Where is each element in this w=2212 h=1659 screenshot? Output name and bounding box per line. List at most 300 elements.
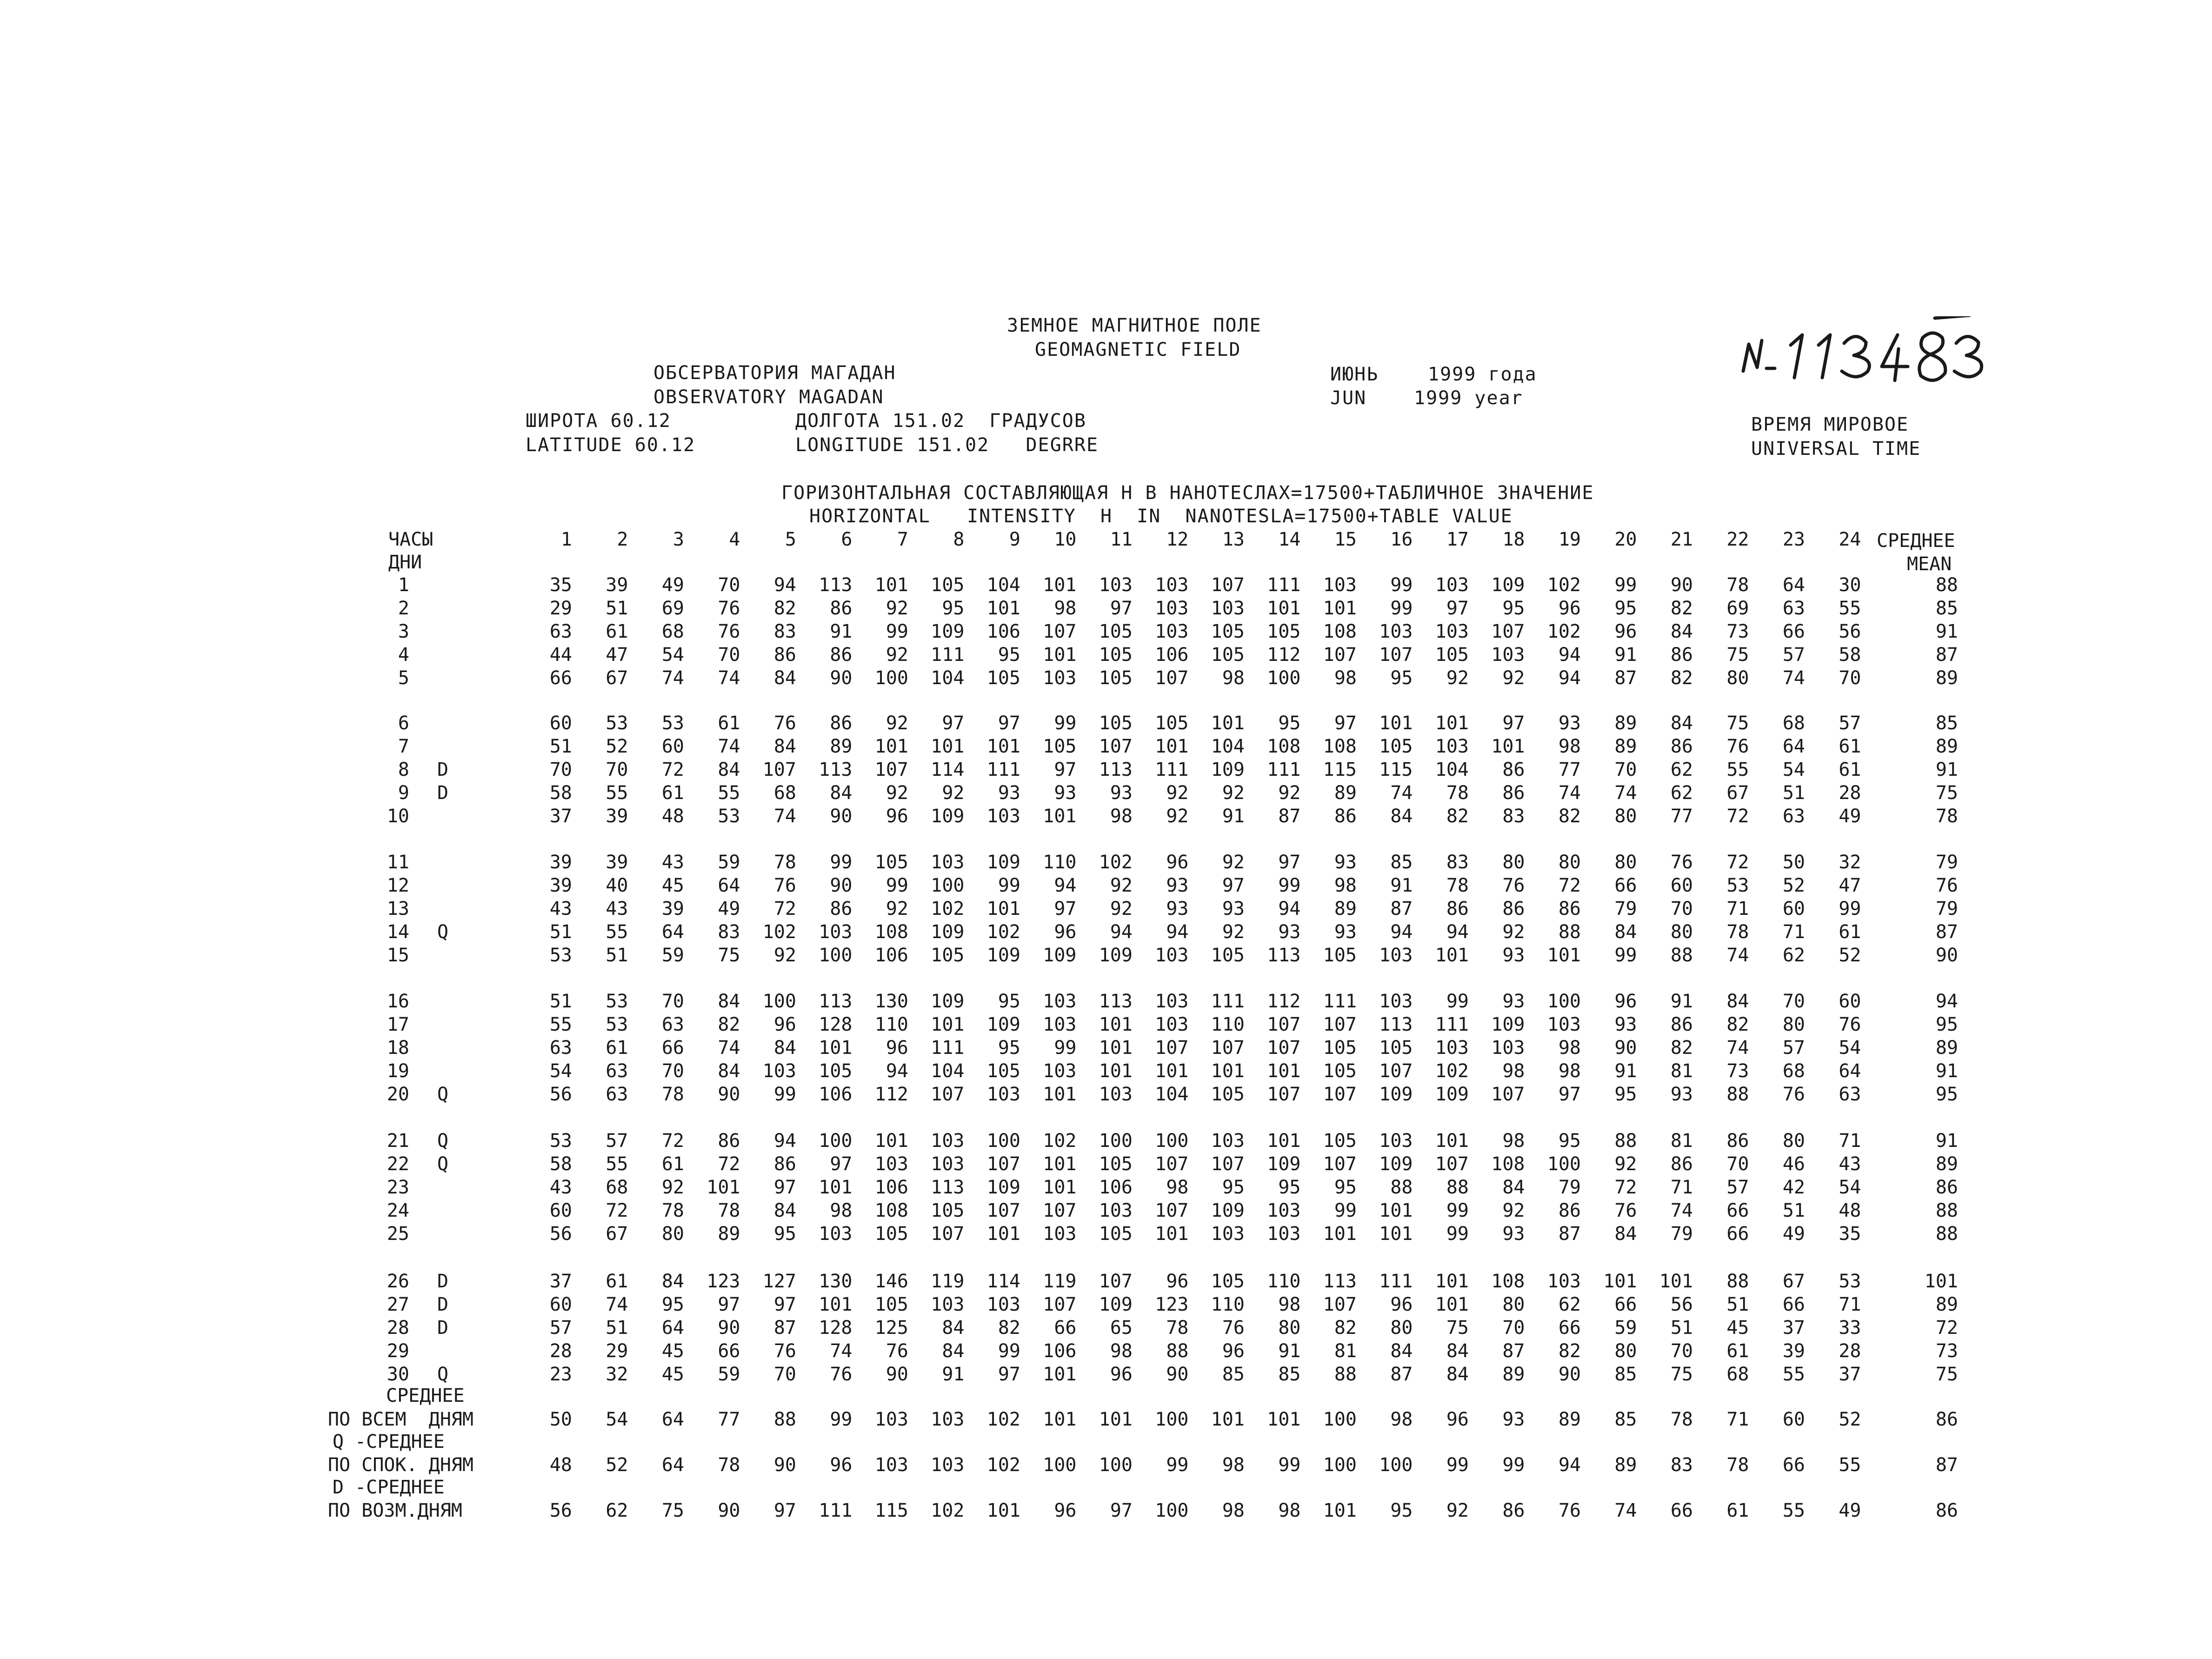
hour-value-cell: 100 <box>1267 667 1301 689</box>
hour-value-cell: 103 <box>1379 1130 1413 1152</box>
hour-value-cell: 105 <box>1043 736 1077 757</box>
hour-value-cell: 92 <box>1502 921 1525 943</box>
hour-value-cell: 109 <box>1491 574 1525 596</box>
hour-value-cell: 78 <box>661 1084 684 1105</box>
hour-value-cell: 106 <box>1099 1177 1133 1198</box>
hour-value-cell: 94 <box>773 574 796 596</box>
hour-value-cell: 60 <box>661 736 684 757</box>
hour-value-cell: 59 <box>718 1364 740 1385</box>
hour-value-cell: 100 <box>986 1130 1020 1152</box>
hour-value-cell: 97 <box>1502 713 1525 734</box>
hour-value-cell: 90 <box>718 1317 740 1339</box>
day-flag-Q: Q <box>437 1364 449 1385</box>
hour-value-cell: 88 <box>1614 1130 1637 1152</box>
summary-value-cell: 96 <box>830 1454 853 1476</box>
hour-value-cell: 90 <box>1166 1364 1189 1385</box>
hour-value-cell: 72 <box>1558 875 1581 896</box>
hour-value-cell: 84 <box>718 759 740 780</box>
hour-value-cell: 53 <box>549 1130 572 1152</box>
hour-value-cell: 76 <box>718 598 740 619</box>
hour-value-cell: 28 <box>549 1340 572 1362</box>
summary-value-cell: 52 <box>1839 1409 1861 1430</box>
hour-value-cell: 101 <box>1435 1271 1469 1292</box>
hour-value-cell: 28 <box>1839 782 1861 804</box>
day-mean-cell: 89 <box>1935 736 1958 757</box>
hour-value-cell: 97 <box>1446 598 1469 619</box>
hour-value-cell: 103 <box>1435 736 1469 757</box>
hour-value-cell: 60 <box>549 1200 572 1221</box>
hour-value-cell: 51 <box>549 736 572 757</box>
hour-value-cell: 76 <box>1839 1014 1861 1035</box>
hour-value-cell: 103 <box>819 1223 853 1245</box>
hour-value-cell: 98 <box>1222 667 1245 689</box>
day-label: 11 <box>386 852 409 873</box>
day-label: 6 <box>398 713 409 734</box>
hour-value-cell: 55 <box>549 1014 572 1035</box>
hour-value-cell: 98 <box>1110 1340 1133 1362</box>
hour-value-cell: 93 <box>1278 921 1301 943</box>
hour-value-cell: 101 <box>874 736 908 757</box>
hour-value-cell: 96 <box>886 1037 908 1059</box>
hour-value-cell: 80 <box>1782 1130 1805 1152</box>
hour-value-cell: 72 <box>606 1200 628 1221</box>
hour-value-cell: 55 <box>1839 598 1861 619</box>
summary-value-cell: 100 <box>1323 1409 1357 1430</box>
hour-value-cell: 110 <box>1043 852 1077 873</box>
hour-value-cell: 95 <box>998 1037 1020 1059</box>
summary-mean-cell: 86 <box>1935 1500 1958 1521</box>
hour-value-cell: 101 <box>1379 1200 1413 1221</box>
hour-value-cell: 76 <box>1222 1317 1245 1339</box>
hour-value-cell: 74 <box>773 806 796 827</box>
summary-value-cell: 102 <box>931 1500 965 1521</box>
observatory-ru: ОБСЕРВАТОРИЯ МАГАДАН <box>653 362 896 384</box>
hour-value-cell: 63 <box>606 1084 628 1105</box>
hour-value-cell: 84 <box>1390 1340 1413 1362</box>
hour-value-cell: 93 <box>1334 852 1357 873</box>
hour-value-cell: 68 <box>1782 713 1805 734</box>
hour-value-cell: 99 <box>998 1340 1020 1362</box>
hour-value-cell: 90 <box>830 875 853 896</box>
day-label: 14 <box>386 921 409 943</box>
hour-value-cell: 78 <box>1166 1317 1189 1339</box>
hour-value-cell: 103 <box>1547 1014 1581 1035</box>
hour-value-cell: 107 <box>1267 1014 1301 1035</box>
hour-value-cell: 92 <box>1222 782 1245 804</box>
hour-value-cell: 92 <box>1110 875 1133 896</box>
time-ru: ВРЕМЯ МИРОВОЕ <box>1751 414 1909 435</box>
hour-value-cell: 96 <box>1166 1271 1189 1292</box>
hour-value-cell: 54 <box>1839 1177 1861 1198</box>
hour-value-cell: 84 <box>1446 1340 1469 1362</box>
hour-value-cell: 130 <box>874 991 908 1012</box>
hour-value-cell: 98 <box>1334 875 1357 896</box>
hour-value-cell: 51 <box>549 991 572 1012</box>
hour-value-cell: 107 <box>986 1153 1020 1175</box>
hour-col-9: 9 <box>1009 529 1020 550</box>
hour-value-cell: 82 <box>1446 806 1469 827</box>
hour-value-cell: 53 <box>661 713 684 734</box>
hour-value-cell: 101 <box>1043 644 1077 666</box>
hour-col-1: 1 <box>560 529 572 550</box>
summary-value-cell: 101 <box>1211 1409 1245 1430</box>
hour-value-cell: 97 <box>773 1294 796 1315</box>
hour-value-cell: 82 <box>1670 667 1693 689</box>
hour-value-cell: 104 <box>1155 1084 1189 1105</box>
hour-value-cell: 35 <box>549 574 572 596</box>
hour-value-cell: 45 <box>661 1364 684 1385</box>
hour-value-cell: 110 <box>874 1014 908 1035</box>
hour-value-cell: 84 <box>773 1037 796 1059</box>
hour-value-cell: 70 <box>1726 1153 1749 1175</box>
summary-value-cell: 52 <box>606 1454 628 1476</box>
hour-value-cell: 104 <box>931 1060 965 1082</box>
hour-value-cell: 107 <box>1379 644 1413 666</box>
hour-value-cell: 101 <box>1043 1153 1077 1175</box>
mean-label-ru: СРЕДНЕЕ <box>1877 530 1955 552</box>
hour-value-cell: 123 <box>706 1271 740 1292</box>
hour-value-cell: 93 <box>1670 1084 1693 1105</box>
hour-value-cell: 70 <box>1670 898 1693 919</box>
day-label: 3 <box>398 621 409 642</box>
summary-value-cell: 85 <box>1614 1409 1637 1430</box>
hour-value-cell: 103 <box>1155 945 1189 966</box>
hour-value-cell: 95 <box>773 1223 796 1245</box>
summary-mean-cell: 86 <box>1935 1409 1958 1430</box>
hour-value-cell: 113 <box>1323 1271 1357 1292</box>
hour-value-cell: 101 <box>1435 1130 1469 1152</box>
hour-value-cell: 112 <box>1267 644 1301 666</box>
day-mean-cell: 75 <box>1935 782 1958 804</box>
hour-value-cell: 146 <box>874 1271 908 1292</box>
hour-value-cell: 51 <box>1782 1200 1805 1221</box>
hour-value-cell: 84 <box>661 1271 684 1292</box>
hour-value-cell: 66 <box>1614 1294 1637 1315</box>
summary-value-cell: 55 <box>1782 1500 1805 1521</box>
hour-value-cell: 109 <box>1099 1294 1133 1315</box>
hour-value-cell: 68 <box>606 1177 628 1198</box>
hour-value-cell: 105 <box>1099 667 1133 689</box>
day-label: 13 <box>386 898 409 919</box>
hour-value-cell: 86 <box>830 598 853 619</box>
day-label: 17 <box>386 1014 409 1035</box>
hour-value-cell: 53 <box>606 713 628 734</box>
hour-value-cell: 40 <box>606 875 628 896</box>
hour-value-cell: 104 <box>986 574 1020 596</box>
hour-value-cell: 108 <box>874 1200 908 1221</box>
hour-value-cell: 105 <box>986 1060 1020 1082</box>
hour-value-cell: 105 <box>1099 621 1133 642</box>
hour-value-cell: 103 <box>1043 1060 1077 1082</box>
hour-value-cell: 92 <box>886 598 908 619</box>
hour-value-cell: 100 <box>819 945 853 966</box>
day-label: 29 <box>386 1340 409 1362</box>
hour-value-cell: 86 <box>1334 806 1357 827</box>
hour-value-cell: 90 <box>830 806 853 827</box>
summary-value-cell: 111 <box>819 1500 853 1521</box>
hour-value-cell: 82 <box>1670 598 1693 619</box>
hour-value-cell: 99 <box>1054 1037 1077 1059</box>
hour-value-cell: 107 <box>1099 736 1133 757</box>
handwritten-serial-number <box>1735 316 1986 386</box>
summary-value-cell: 103 <box>931 1409 965 1430</box>
hour-col-20: 20 <box>1614 529 1637 550</box>
hour-value-cell: 99 <box>1446 1223 1469 1245</box>
summary-value-cell: 99 <box>830 1409 853 1430</box>
hour-value-cell: 108 <box>1491 1153 1525 1175</box>
day-mean-cell: 86 <box>1935 1177 1958 1198</box>
day-label: 8 <box>398 759 409 780</box>
hour-value-cell: 93 <box>1222 898 1245 919</box>
hour-value-cell: 103 <box>1435 1037 1469 1059</box>
summary-value-cell: 78 <box>718 1454 740 1476</box>
hour-value-cell: 51 <box>1670 1317 1693 1339</box>
hour-value-cell: 35 <box>1839 1223 1861 1245</box>
hour-value-cell: 71 <box>1782 921 1805 943</box>
summary-value-cell: 64 <box>661 1454 684 1476</box>
day-label: 10 <box>386 806 409 827</box>
hour-value-cell: 99 <box>773 1084 796 1105</box>
hour-value-cell: 86 <box>1502 782 1525 804</box>
hour-value-cell: 90 <box>830 667 853 689</box>
hours-label: ЧАСЫ <box>388 529 433 550</box>
hour-value-cell: 104 <box>1435 759 1469 780</box>
hour-col-6: 6 <box>841 529 853 550</box>
hour-col-3: 3 <box>673 529 684 550</box>
hour-value-cell: 119 <box>931 1271 965 1292</box>
hour-value-cell: 64 <box>661 921 684 943</box>
hour-value-cell: 109 <box>986 1177 1020 1198</box>
hour-value-cell: 103 <box>931 1130 965 1152</box>
hour-value-cell: 39 <box>549 852 572 873</box>
hour-value-cell: 97 <box>830 1153 853 1175</box>
day-label: 30 <box>386 1364 409 1385</box>
hour-value-cell: 70 <box>773 1364 796 1385</box>
hour-value-cell: 57 <box>1782 1037 1805 1059</box>
day-mean-cell: 79 <box>1935 898 1958 919</box>
hour-value-cell: 87 <box>1390 898 1413 919</box>
hour-value-cell: 85 <box>1614 1364 1637 1385</box>
hour-value-cell: 74 <box>718 1037 740 1059</box>
hour-value-cell: 107 <box>1323 1084 1357 1105</box>
day-label: 19 <box>386 1060 409 1082</box>
hour-value-cell: 99 <box>1446 1200 1469 1221</box>
hour-value-cell: 86 <box>1726 1130 1749 1152</box>
hour-value-cell: 91 <box>1222 806 1245 827</box>
hour-value-cell: 103 <box>931 1153 965 1175</box>
hour-value-cell: 107 <box>1155 1153 1189 1175</box>
hour-value-cell: 111 <box>1323 991 1357 1012</box>
hour-value-cell: 63 <box>1782 806 1805 827</box>
summary-value-cell: 48 <box>549 1454 572 1476</box>
summary-value-cell: 64 <box>661 1409 684 1430</box>
hour-col-16: 16 <box>1390 529 1413 550</box>
hour-value-cell: 53 <box>606 1014 628 1035</box>
day-mean-cell: 91 <box>1935 1060 1958 1082</box>
hour-value-cell: 101 <box>1043 1084 1077 1105</box>
hour-value-cell: 63 <box>549 1037 572 1059</box>
hour-value-cell: 87 <box>1614 667 1637 689</box>
hour-value-cell: 44 <box>549 644 572 666</box>
summary-value-cell: 61 <box>1726 1500 1749 1521</box>
hour-value-cell: 103 <box>931 852 965 873</box>
hour-value-cell: 101 <box>1659 1271 1693 1292</box>
summary-value-cell: 97 <box>773 1500 796 1521</box>
hour-value-cell: 80 <box>1726 667 1749 689</box>
hour-value-cell: 113 <box>819 759 853 780</box>
summary-value-cell: 50 <box>549 1409 572 1430</box>
hour-value-cell: 112 <box>874 1084 908 1105</box>
hour-value-cell: 92 <box>886 898 908 919</box>
title-en: GEOMAGNETIC FIELD <box>1035 339 1241 360</box>
hour-value-cell: 83 <box>773 621 796 642</box>
summary-value-cell: 96 <box>1054 1500 1077 1521</box>
hour-value-cell: 98 <box>1558 1060 1581 1082</box>
summary-value-cell: 97 <box>1110 1500 1133 1521</box>
hour-value-cell: 107 <box>1155 667 1189 689</box>
hour-value-cell: 86 <box>1558 898 1581 919</box>
hour-value-cell: 102 <box>986 921 1020 943</box>
hour-col-11: 11 <box>1110 529 1133 550</box>
hour-value-cell: 102 <box>1099 852 1133 873</box>
hour-value-cell: 98 <box>830 1200 853 1221</box>
hour-value-cell: 101 <box>1323 598 1357 619</box>
day-label: 15 <box>386 945 409 966</box>
hour-value-cell: 64 <box>1782 574 1805 596</box>
hour-value-cell: 60 <box>549 1294 572 1315</box>
day-mean-cell: 89 <box>1935 1294 1958 1315</box>
summary-value-cell: 103 <box>931 1454 965 1476</box>
hour-col-19: 19 <box>1558 529 1581 550</box>
hour-value-cell: 84 <box>773 667 796 689</box>
day-label: 26 <box>386 1271 409 1292</box>
hour-value-cell: 105 <box>931 1200 965 1221</box>
hour-value-cell: 23 <box>549 1364 572 1385</box>
hour-value-cell: 42 <box>1782 1177 1805 1198</box>
hour-value-cell: 93 <box>1334 921 1357 943</box>
hour-value-cell: 103 <box>874 1153 908 1175</box>
hour-value-cell: 56 <box>1670 1294 1693 1315</box>
hour-value-cell: 74 <box>1670 1200 1693 1221</box>
summary-value-cell: 76 <box>1558 1500 1581 1521</box>
hour-value-cell: 103 <box>986 806 1020 827</box>
hour-value-cell: 80 <box>1614 852 1637 873</box>
hour-value-cell: 43 <box>549 898 572 919</box>
latitude-en: LATITUDE 60.12 <box>526 434 696 456</box>
hour-value-cell: 84 <box>718 1060 740 1082</box>
hour-col-22: 22 <box>1726 529 1749 550</box>
hour-value-cell: 113 <box>1267 945 1301 966</box>
hour-value-cell: 64 <box>718 875 740 896</box>
day-mean-cell: 91 <box>1935 1130 1958 1152</box>
hour-value-cell: 123 <box>1155 1294 1189 1315</box>
hour-value-cell: 96 <box>1614 621 1637 642</box>
summary-value-cell: 100 <box>1099 1454 1133 1476</box>
hour-value-cell: 92 <box>1110 898 1133 919</box>
hour-value-cell: 66 <box>1054 1317 1077 1339</box>
hour-value-cell: 54 <box>549 1060 572 1082</box>
hour-value-cell: 91 <box>830 621 853 642</box>
hour-value-cell: 90 <box>1614 1037 1637 1059</box>
hour-value-cell: 95 <box>1278 1177 1301 1198</box>
hour-value-cell: 92 <box>1278 782 1301 804</box>
summary-value-cell: 86 <box>1502 1500 1525 1521</box>
summary-value-cell: 89 <box>1614 1454 1637 1476</box>
day-label: 9 <box>398 782 409 804</box>
hour-value-cell: 80 <box>1558 852 1581 873</box>
hour-value-cell: 66 <box>549 667 572 689</box>
hour-value-cell: 103 <box>1547 1271 1581 1292</box>
hour-value-cell: 99 <box>1614 945 1637 966</box>
hour-value-cell: 74 <box>1782 667 1805 689</box>
hour-value-cell: 108 <box>874 921 908 943</box>
hour-value-cell: 75 <box>1446 1317 1469 1339</box>
hour-value-cell: 100 <box>1099 1130 1133 1152</box>
hour-value-cell: 56 <box>549 1223 572 1245</box>
hour-value-cell: 101 <box>1043 574 1077 596</box>
hour-value-cell: 99 <box>1390 598 1413 619</box>
hour-value-cell: 37 <box>1782 1317 1805 1339</box>
hour-value-cell: 99 <box>1614 574 1637 596</box>
hour-value-cell: 96 <box>1614 991 1637 1012</box>
hour-value-cell: 103 <box>1323 574 1357 596</box>
hour-value-cell: 49 <box>1782 1223 1805 1245</box>
summary-value-cell: 99 <box>1278 1454 1301 1476</box>
hour-value-cell: 87 <box>1390 1364 1413 1385</box>
hour-value-cell: 92 <box>886 782 908 804</box>
hour-value-cell: 64 <box>1839 1060 1861 1082</box>
hour-value-cell: 105 <box>1435 644 1469 666</box>
hour-value-cell: 66 <box>1614 875 1637 896</box>
hour-value-cell: 67 <box>1726 782 1749 804</box>
hour-value-cell: 112 <box>1267 991 1301 1012</box>
longitude-ru: ДОЛГОТА 151.02 ГРАДУСОВ <box>795 410 1086 432</box>
summary-value-cell: 98 <box>1222 1454 1245 1476</box>
hour-value-cell: 101 <box>1155 1223 1189 1245</box>
hour-value-cell: 80 <box>1782 1014 1805 1035</box>
hour-value-cell: 88 <box>1670 945 1693 966</box>
hour-value-cell: 101 <box>1155 736 1189 757</box>
hour-value-cell: 93 <box>1166 875 1189 896</box>
hour-value-cell: 49 <box>718 898 740 919</box>
hour-value-cell: 103 <box>1043 1223 1077 1245</box>
day-label: 25 <box>386 1223 409 1245</box>
hour-value-cell: 96 <box>773 1014 796 1035</box>
hour-value-cell: 109 <box>931 921 965 943</box>
hour-value-cell: 57 <box>549 1317 572 1339</box>
hour-value-cell: 70 <box>549 759 572 780</box>
hour-value-cell: 101 <box>1603 1271 1637 1292</box>
hour-value-cell: 37 <box>549 806 572 827</box>
summary-label: Q -СРЕДНЕЕ <box>333 1431 445 1452</box>
summary-value-cell: 88 <box>773 1409 796 1430</box>
hour-value-cell: 86 <box>1670 1014 1693 1035</box>
hour-value-cell: 103 <box>1379 621 1413 642</box>
hour-value-cell: 105 <box>1211 1084 1245 1105</box>
hour-value-cell: 107 <box>1267 1084 1301 1105</box>
hour-value-cell: 103 <box>986 1294 1020 1315</box>
day-label: 27 <box>386 1294 409 1315</box>
hour-value-cell: 54 <box>1839 1037 1861 1059</box>
hour-value-cell: 95 <box>1334 1177 1357 1198</box>
summary-value-cell: 66 <box>1670 1500 1693 1521</box>
hour-value-cell: 96 <box>1166 852 1189 873</box>
hour-value-cell: 84 <box>773 736 796 757</box>
hour-value-cell: 66 <box>718 1340 740 1362</box>
hour-value-cell: 101 <box>931 1014 965 1035</box>
day-mean-cell: 88 <box>1935 574 1958 596</box>
hour-value-cell: 82 <box>998 1317 1020 1339</box>
